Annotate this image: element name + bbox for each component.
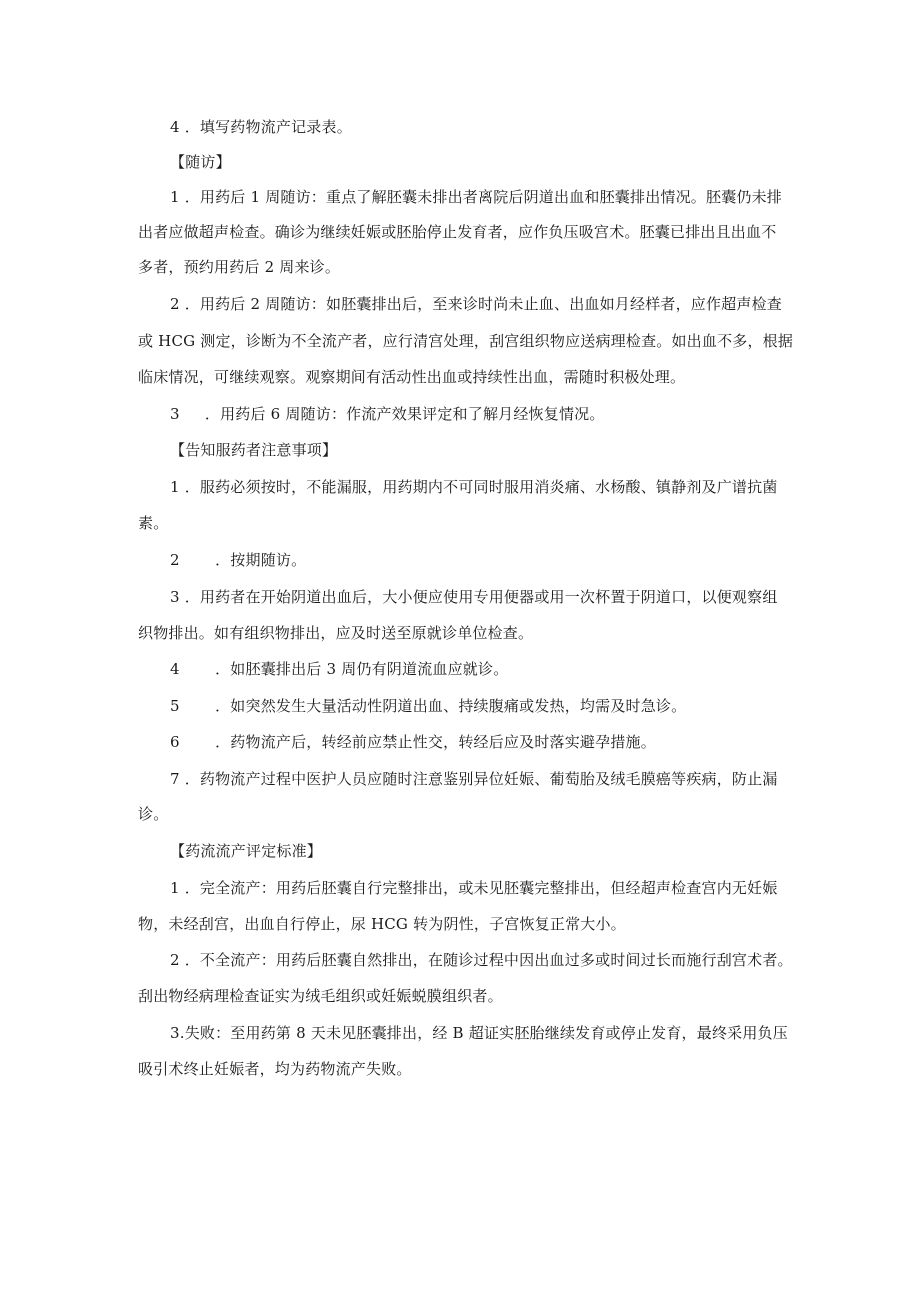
- follow-up-1-line-3: 多者，预约用药后 2 周来诊。: [138, 258, 341, 276]
- notice-7-line-2: 诊。: [138, 805, 169, 823]
- criteria-2-line-1: 2 ．不全流产：用药后胚囊自然排出，在随诊过程中因出血过多或时间过长而施行刮宫术者。: [170, 951, 793, 969]
- notice-1-line-2: 素。: [138, 514, 169, 532]
- notice-6-line-1: 6 ．药物流产后，转经前应禁止性交，转经后应及时落实避孕措施。: [170, 733, 656, 751]
- criteria-1-line-2: 物，未经刮宫，出血自行停止，尿 HCG 转为阴性，子宫恢复正常大小。: [138, 915, 626, 933]
- criteria-2-line-2: 刮出物经病理检查证实为绒毛组织或妊娠蜕膜组织者。: [138, 987, 503, 1005]
- section-heading-evaluation-criteria: 【药流流产评定标准】: [170, 842, 323, 860]
- follow-up-2-line-1: 2 ．用药后 2 周随访：如胚囊排出后，至来诊时尚未止血、出血如月经样者，应作超声检查: [170, 295, 782, 313]
- notice-7-line-1: 7 ．药物流产过程中医护人员应随时注意鉴别异位妊娠、葡萄胎及绒毛膜癌等疾病，防止漏: [170, 770, 778, 788]
- step-4-fill-record: 4 ．填写药物流产记录表。: [170, 118, 352, 136]
- follow-up-2-line-2: 或 HCG 测定，诊断为不全流产者，应行清宫处理，刮宫组织物应送病理检查。如出血不多，根据: [138, 332, 794, 350]
- notice-3-line-1: 3 ．用药者在开始阴道出血后，大小便应使用专用便器或用一次杯置于阴道口，以便观察组: [170, 588, 778, 606]
- follow-up-1-line-2: 出者应做超声检查。确诊为继续妊娠或胚胎停止发育者，应作负压吸宫术。胚囊已排出且出血不: [138, 223, 777, 241]
- criteria-3-line-2: 吸引术终止妊娠者，均为药物流产失败。: [138, 1060, 412, 1078]
- notice-4-line-1: 4 ．如胚囊排出后 3 周仍有阴道流血应就诊。: [170, 660, 509, 678]
- follow-up-2-line-3: 临床情况，可继续观察。观察期间有活动性出血或持续性出血，需随时积极处理。: [138, 368, 686, 386]
- criteria-1-line-1: 1 ．完全流产：用药后胚囊自行完整排出，或未见胚囊完整排出，但经超声检查宫内无妊娠: [170, 879, 778, 897]
- follow-up-3-line-1: 3 ．用药后 6 周随访：作流产效果评定和了解月经恢复情况。: [170, 405, 605, 423]
- section-heading-follow-up: 【随访】: [170, 153, 231, 171]
- notice-3-line-2: 织物排出。如有组织物排出，应及时送至原就诊单位检查。: [138, 624, 534, 642]
- notice-5-line-1: 5 ．如突然发生大量活动性阴道出血、持续腹痛或发热，均需及时急诊。: [170, 697, 687, 715]
- section-heading-patient-notice: 【告知服药者注意事项】: [170, 441, 338, 459]
- notice-1-line-1: 1 ．服药必须按时，不能漏服，用药期内不可同时服用消炎痛、水杨酸、镇静剂及广谱抗菌: [170, 478, 778, 496]
- follow-up-1-line-1: 1 ．用药后 1 周随访：重点了解胚囊未排出者离院后阴道出血和胚囊排出情况。胚囊仍未排: [170, 188, 782, 206]
- notice-2-line-1: 2 ．按期随访。: [170, 551, 307, 569]
- criteria-3-line-1: 3.失败：至用药第 8 天未见胚囊排出，经 B 超证实胚胎继续发育或停止发育，最终采用负压: [170, 1024, 788, 1042]
